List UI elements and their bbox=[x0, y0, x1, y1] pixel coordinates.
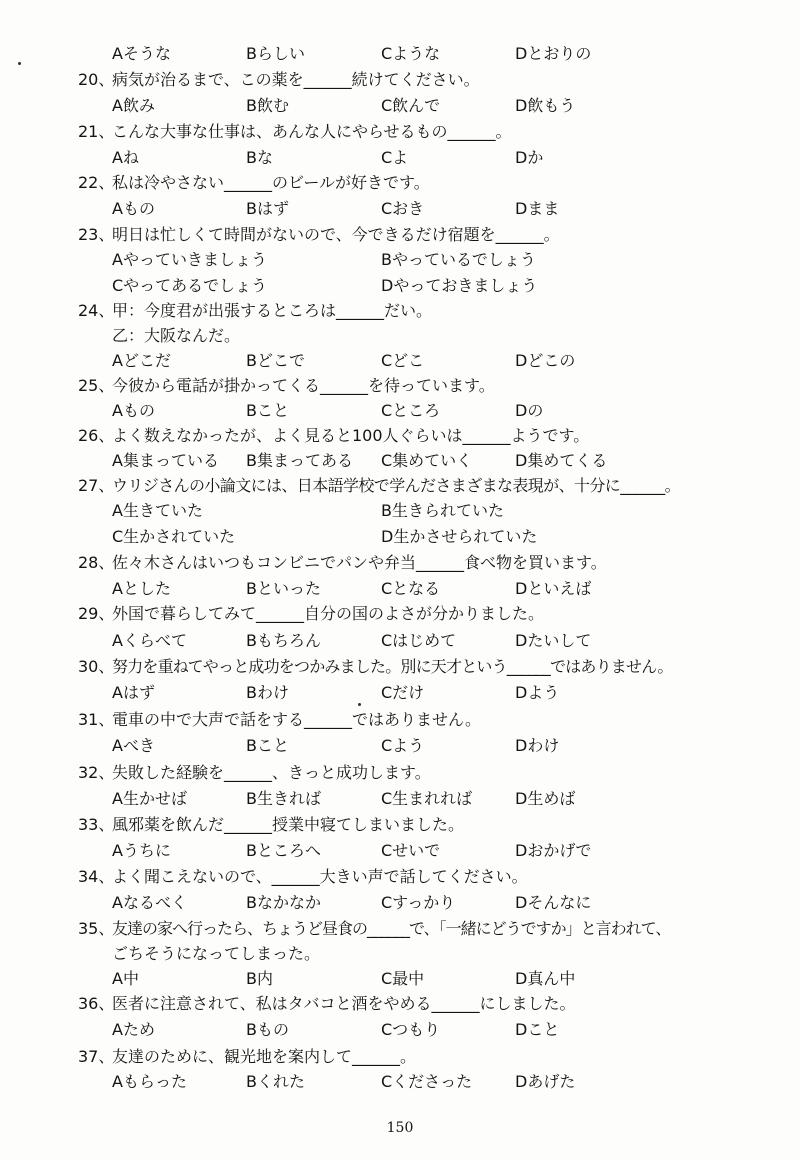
option-d: D生めば bbox=[515, 789, 576, 808]
option-b: Bなかなか bbox=[246, 893, 321, 912]
option-d: D真ん中 bbox=[515, 969, 576, 988]
option-b: B飲む bbox=[246, 96, 289, 115]
question-text: 医者に注意されて、私はタバコと酒をやめる______にしました。 bbox=[112, 994, 576, 1013]
option-d: Dわけ bbox=[515, 736, 560, 755]
option-c: Cおき bbox=[381, 199, 425, 218]
option-d: Dの bbox=[515, 401, 544, 420]
option-a: A生かせば bbox=[112, 789, 187, 808]
option-c: C生かされていた bbox=[112, 527, 236, 546]
option-a: Aうちに bbox=[112, 841, 171, 860]
question-number: 34、 bbox=[78, 867, 115, 886]
option-b: Bもちろん bbox=[246, 631, 321, 650]
option-b: Bくれた bbox=[246, 1072, 305, 1091]
option-d: Dとおりの bbox=[515, 44, 592, 63]
question-number: 22、 bbox=[78, 173, 115, 192]
option-a: A集まっている bbox=[112, 451, 219, 470]
scan-speck bbox=[18, 62, 21, 65]
page-number: 150 bbox=[386, 1120, 414, 1136]
option-c: Cせいで bbox=[381, 841, 441, 860]
option-c: Cよ bbox=[381, 148, 409, 167]
option-b: B生きられていた bbox=[381, 501, 504, 520]
option-d: Dそんなに bbox=[515, 893, 592, 912]
question-number: 29、 bbox=[78, 604, 115, 623]
question-text: こんな大事な仕事は、あんな人にやらせるもの______。 bbox=[112, 122, 512, 141]
question-number: 35、 bbox=[78, 919, 115, 938]
option-d: Dといえば bbox=[515, 579, 592, 598]
question-number: 33、 bbox=[78, 815, 115, 834]
question-text: 友達の家へ行ったら、ちょうど昼食の______で、「一緒にどうですか」と言われて、 bbox=[112, 919, 671, 938]
question-number: 20、 bbox=[78, 70, 115, 89]
option-c: Cとなる bbox=[381, 579, 441, 598]
option-a: Aそうな bbox=[112, 44, 171, 63]
option-d: Dたいして bbox=[515, 631, 592, 650]
option-a: A飲み bbox=[112, 96, 155, 115]
option-a: Aもらった bbox=[112, 1072, 187, 1091]
question-text: 乙：大阪なんだ。 bbox=[112, 326, 241, 345]
option-b: Bはず bbox=[246, 199, 289, 218]
question-text: 病気が治るまで、この薬を______続けてください。 bbox=[112, 70, 480, 89]
option-d: Dあげた bbox=[515, 1072, 576, 1091]
option-c: Cはじめて bbox=[381, 631, 457, 650]
question-number: 32、 bbox=[78, 763, 115, 782]
option-b: B内 bbox=[246, 969, 273, 988]
option-b: Bやっているでしょう bbox=[381, 250, 536, 269]
question-text: 今彼から電話が掛かってくる______を待っています。 bbox=[112, 376, 495, 395]
question-number: 26、 bbox=[78, 426, 115, 445]
question-text: 私は冷やさない______のビールが好きです。 bbox=[112, 173, 430, 192]
option-d: Dどこの bbox=[515, 351, 576, 370]
option-b: Bどこで bbox=[246, 351, 305, 370]
option-d: Dか bbox=[515, 148, 544, 167]
question-text: 明日は忙しくて時間がないので、今できるだけ宿題を______。 bbox=[112, 225, 560, 244]
option-a: Aはず bbox=[112, 683, 155, 702]
question-number: 24、 bbox=[78, 301, 115, 320]
option-d: Dまま bbox=[515, 199, 560, 218]
option-b: Bわけ bbox=[246, 683, 289, 702]
option-a: Aどこだ bbox=[112, 351, 171, 370]
option-b: Bな bbox=[246, 148, 273, 167]
scan-speck bbox=[358, 703, 361, 706]
option-a: Aなるべく bbox=[112, 893, 187, 912]
question-text: ごちそうになってしまった。 bbox=[112, 944, 321, 963]
question-text: 電車の中で大声で話をする______ではありません。 bbox=[112, 710, 481, 729]
question-text: 甲：今度君が出張するところは______だい。 bbox=[112, 301, 433, 320]
question-number: 23、 bbox=[78, 225, 115, 244]
question-number: 31、 bbox=[78, 710, 115, 729]
option-c: Cよう bbox=[381, 736, 425, 755]
option-b: Bところへ bbox=[246, 841, 321, 860]
option-b: B集まってある bbox=[246, 451, 353, 470]
question-text: 友達のために、観光地を案内して______。 bbox=[112, 1047, 417, 1066]
option-a: Aやっていきましょう bbox=[112, 250, 267, 269]
option-c: Cような bbox=[381, 44, 441, 63]
option-c: Cすっかり bbox=[381, 893, 456, 912]
option-b: Bらしい bbox=[246, 44, 305, 63]
option-b: Bこと bbox=[246, 736, 289, 755]
option-d: D生かさせられていた bbox=[381, 527, 538, 546]
question-number: 25、 bbox=[78, 376, 115, 395]
option-c: Cくださった bbox=[381, 1072, 473, 1091]
option-d: Dよう bbox=[515, 683, 560, 702]
option-a: Aもの bbox=[112, 199, 155, 218]
option-a: Aべき bbox=[112, 736, 155, 755]
question-text: ウリジさんの小論文には、日本語学校で学んださまざまな表現が、十分に______。 bbox=[112, 476, 681, 495]
question-text: 外国で暮らしてみて______自分の国のよさが分かりました。 bbox=[112, 604, 545, 623]
option-a: Aもの bbox=[112, 401, 155, 420]
question-number: 27、 bbox=[78, 476, 115, 495]
option-d: D飲もう bbox=[515, 96, 576, 115]
option-d: Dこと bbox=[515, 1020, 560, 1039]
option-c: C飲んで bbox=[381, 96, 441, 115]
question-number: 21、 bbox=[78, 122, 115, 141]
question-number: 36、 bbox=[78, 994, 115, 1013]
option-b: Bこと bbox=[246, 401, 289, 420]
question-number: 30、 bbox=[78, 657, 115, 676]
option-c: C最中 bbox=[381, 969, 425, 988]
question-text: 失敗した経験を______、きっと成功します。 bbox=[112, 763, 431, 782]
question-text: よく聞こえないので、______大きい声で話してください。 bbox=[112, 867, 528, 886]
option-b: Bもの bbox=[246, 1020, 289, 1039]
question-number: 28、 bbox=[78, 553, 115, 572]
option-a: Aとした bbox=[112, 579, 171, 598]
option-c: C生まれれば bbox=[381, 789, 473, 808]
option-a: Aため bbox=[112, 1020, 155, 1039]
option-b: B生きれば bbox=[246, 789, 321, 808]
question-text: 佐々木さんはいつもコンビニでパンや弁当______食べ物を買います。 bbox=[112, 553, 607, 572]
option-d: Dおかげで bbox=[515, 841, 592, 860]
option-a: A生きていた bbox=[112, 501, 203, 520]
option-c: Cつもり bbox=[381, 1020, 441, 1039]
option-b: Bといった bbox=[246, 579, 321, 598]
option-a: A中 bbox=[112, 969, 139, 988]
option-a: Aくらべて bbox=[112, 631, 187, 650]
option-a: Aね bbox=[112, 148, 139, 167]
question-text: よく数えなかったが、よく見ると100人ぐらいは______ようです。 bbox=[112, 426, 590, 445]
option-c: C集めていく bbox=[381, 451, 473, 470]
option-d: Dやっておきましょう bbox=[381, 276, 538, 295]
option-c: Cやってあるでしょう bbox=[112, 276, 268, 295]
option-c: Cだけ bbox=[381, 683, 425, 702]
option-c: Cところ bbox=[381, 401, 441, 420]
question-number: 37、 bbox=[78, 1047, 115, 1066]
option-c: Cどこ bbox=[381, 351, 425, 370]
question-text: 風邪薬を飲んだ______授業中寝てしまいました。 bbox=[112, 815, 465, 834]
option-d: D集めてくる bbox=[515, 451, 608, 470]
question-text: 努力を重ねてやっと成功をつかみました。別に天才という______ではありません。 bbox=[112, 657, 673, 676]
